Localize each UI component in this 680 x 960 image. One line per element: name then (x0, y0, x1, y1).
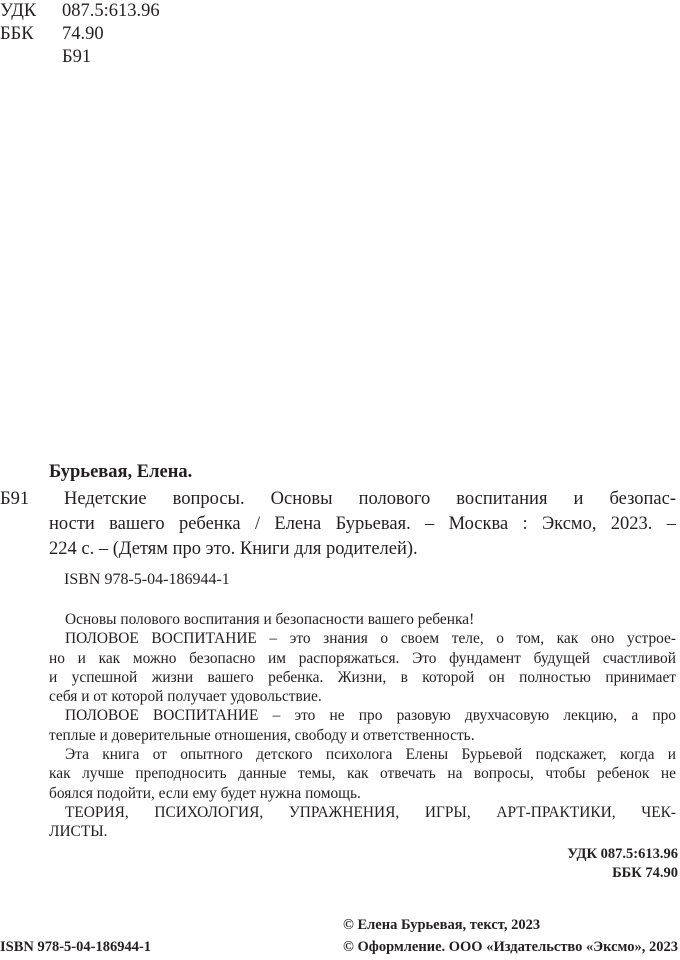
udk-label: УДК (0, 1, 37, 21)
description-line-3: 224 с. – (Детям про это. Книги для родителей). (49, 539, 418, 559)
udk-bottom: УДК 087.5:613.96 (567, 846, 678, 862)
copyright-design: © Оформление. ООО «Издательство «Эксмо», 2023 (343, 939, 678, 955)
annotation-line-11: ТЕОРИЯ, ПСИХОЛОГИЯ, УПРАЖНЕНИЯ, ИГРЫ, АРТ-ПРАКТИКИ, ЧЕК- (65, 803, 676, 821)
annotation-line-10: боялся подойти, если ему будет нужна помощь. (49, 784, 361, 802)
author-mark: Б91 (62, 47, 92, 67)
udk-value: 087.5:613.96 (62, 1, 160, 21)
udk-line (0, 0, 160, 23)
annotation-line-7: теплые и доверительные отношения, свободу и ответственность. (49, 726, 475, 744)
classification-top (0, 0, 160, 69)
copyright-text: © Елена Бурьевая, текст, 2023 (343, 917, 541, 933)
copyright-block (343, 914, 678, 958)
description-line-2: ности вашего ребенка / Елена Бурьевая. – Москва : Эксмо, 2023. – (49, 514, 676, 534)
annotation-line-12: ЛИСТЫ. (49, 823, 108, 841)
catalog-author: Бурьевая, Елена. (49, 462, 193, 482)
bbk-bottom: ББК 74.90 (612, 865, 678, 881)
annotation-line-8: Эта книга от опытного детского психолога Елены Бурьевой подскажет, когда и (65, 746, 676, 764)
catalog-mark: Б91 (0, 489, 30, 509)
bbk-line (0, 23, 160, 46)
annotation-line-2: ПОЛОВОЕ ВОСПИТАНИЕ – это знания о своем теле, о том, как оно устрое- (65, 630, 676, 648)
annotation-line-5: себя и от которой получает удовольствие. (49, 688, 322, 706)
annotation-line-6: ПОЛОВОЕ ВОСПИТАНИЕ – это не про разовую двухчасовую лекцию, а про (65, 707, 676, 725)
author-mark-line (0, 46, 160, 69)
annotation (49, 610, 676, 842)
annotation-line-9: как лучше преподносить данные темы, как отвечать на вопросы, чтобы ребенок не (49, 765, 676, 783)
catalog-description (0, 487, 676, 562)
annotation-line-1: Основы полового воспитания и безопасности вашего ребенка! (65, 611, 475, 628)
annotation-line-3: но и как можно безопасно им распоряжаться. Это фундамент будущей счастливой (49, 649, 676, 667)
classification-bottom (567, 845, 678, 883)
description-line-1: Недетские вопросы. Основы полового воспитания и безопас- (64, 489, 676, 509)
bbk-label: ББК (0, 24, 34, 44)
annotation-line-4: и успешной жизни вашего ребенка. Жизни, в которой он полностью принимает (49, 668, 676, 686)
bbk-value: 74.90 (62, 24, 104, 44)
footer-isbn: ISBN 978-5-04-186944-1 (0, 939, 152, 955)
catalog-isbn: ISBN 978-5-04-186944-1 (64, 571, 230, 588)
